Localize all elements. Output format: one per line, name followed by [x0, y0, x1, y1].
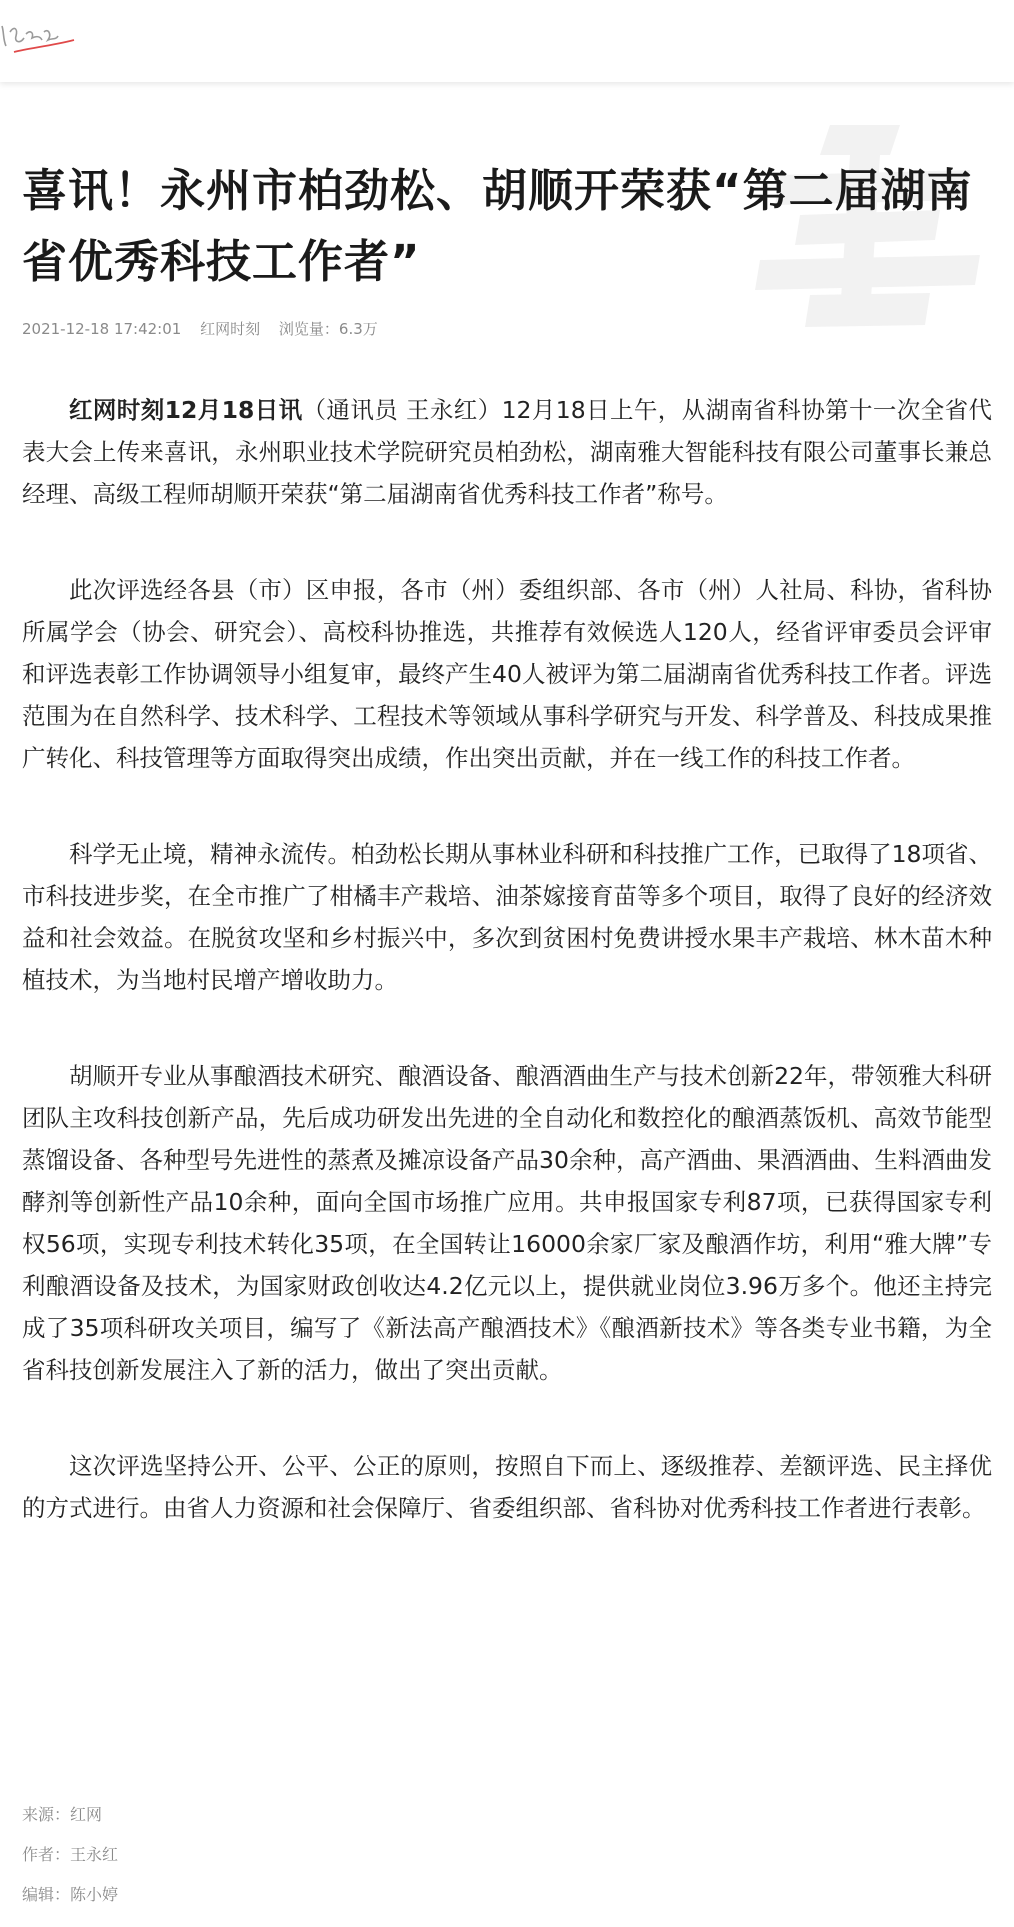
editor-line: 编辑：陈小婷 — [22, 1885, 119, 1904]
lead-dateline: 红网时刻12月18日讯 — [69, 396, 303, 424]
top-bar — [0, 0, 1014, 82]
article-body — [22, 389, 992, 1583]
article-paragraph: 这次评选坚持公开、公平、公正的原则，按照自下而上、逐级推荐、差额评选、民主择优的方式进行。由省人力资源和社会保障厅、省委组织部、省科协对优秀科技工作者进行表彰。 — [22, 1452, 992, 1522]
article-paragraph: 此次评选经各县（市）区申报，各市（州）委组织部、各市（州）人社局、科协，省科协所属学会（协会、研究会）、高校科协推选，共推荐有效候选人120人，经省评审委员会评审和评选表彰工作协调领导小组复审，最终产生40人被评为第二届湖南省优秀科技工作者。评选范围为在自然科学、技术科学、工程技术等领域从事科学研究与开发、科学普及、科技成果推广转化、科技管理等方面取得突出成绩，作出突出贡献，并在一线工作的科技工作者。 — [22, 576, 992, 772]
author-line: 作者：王永红 — [22, 1845, 119, 1864]
views-count: 6.3万 — [338, 320, 378, 338]
article-title: 喜讯！永州市柏劲松、胡顺开荣获“第二届湖南省优秀科技工作者” — [22, 164, 973, 288]
article-footer — [22, 1804, 118, 1924]
source-line: 来源：红网 — [22, 1805, 103, 1824]
article-meta — [22, 318, 392, 339]
signature-logo-icon[interactable] — [0, 18, 80, 68]
article-paragraph: 胡顺开专业从事酿酒技术研究、酿酒设备、酿酒酒曲生产与技术创新22年，带领雅大科研团队主攻科技创新产品，先后成功研发出先进的全自动化和数控化的酿酒蒸饭机、高效节能型蒸馏设备、各种型号先进性的蒸煮及摊凉设备产品30余种，高产酒曲、果酒酒曲、生料酒曲发酵剂等创新性产品10余种，面向全国市场推广应用。共申报国家专利87项，已获得国家专利权56项，实现专利技术转化35项，在全国转让16000余家厂家及酿酒作坊，利用“雅大牌”专利酿酒设备及技术，为国家财政创收达4.2亿元以上，提供就业岗位3.96万多个。他还主持完成了35项科研攻关项目，编写了《新法高产酿酒技术》《酿酒新技术》等各类专业书籍，为全省科技创新发展注入了新的活力，做出了突出贡献。 — [22, 1062, 992, 1384]
publish-date: 2021-12-18 17:42:01 — [22, 320, 182, 338]
paragraph-text: （通讯员 王永红）12月18日上午，从湖南省科协第十一次全省代表大会上传来喜讯，永州职业技术学院研究员柏劲松，湖南雅大智能科技有限公司董事长兼总经理、高级工程师胡顺开荣获“第二届湖南省优秀科技工作者”称号。 — [22, 396, 992, 508]
article-paragraph: 科学无止境，精神永流传。柏劲松长期从事林业科研和科技推广工作，已取得了18项省、市科技进步奖，在全市推广了柑橘丰产栽培、油茶嫁接育苗等多个项目，取得了良好的经济效益和社会效益。在脱贫攻坚和乡村振兴中，多次到贫困村免费讲授水果丰产栽培、林木苗木种植技术，为当地村民增产增收助力。 — [22, 840, 992, 994]
source-tag: 红网时刻 — [200, 320, 261, 338]
views-label: 浏览量： — [278, 320, 339, 338]
article-paragraph — [22, 389, 992, 515]
